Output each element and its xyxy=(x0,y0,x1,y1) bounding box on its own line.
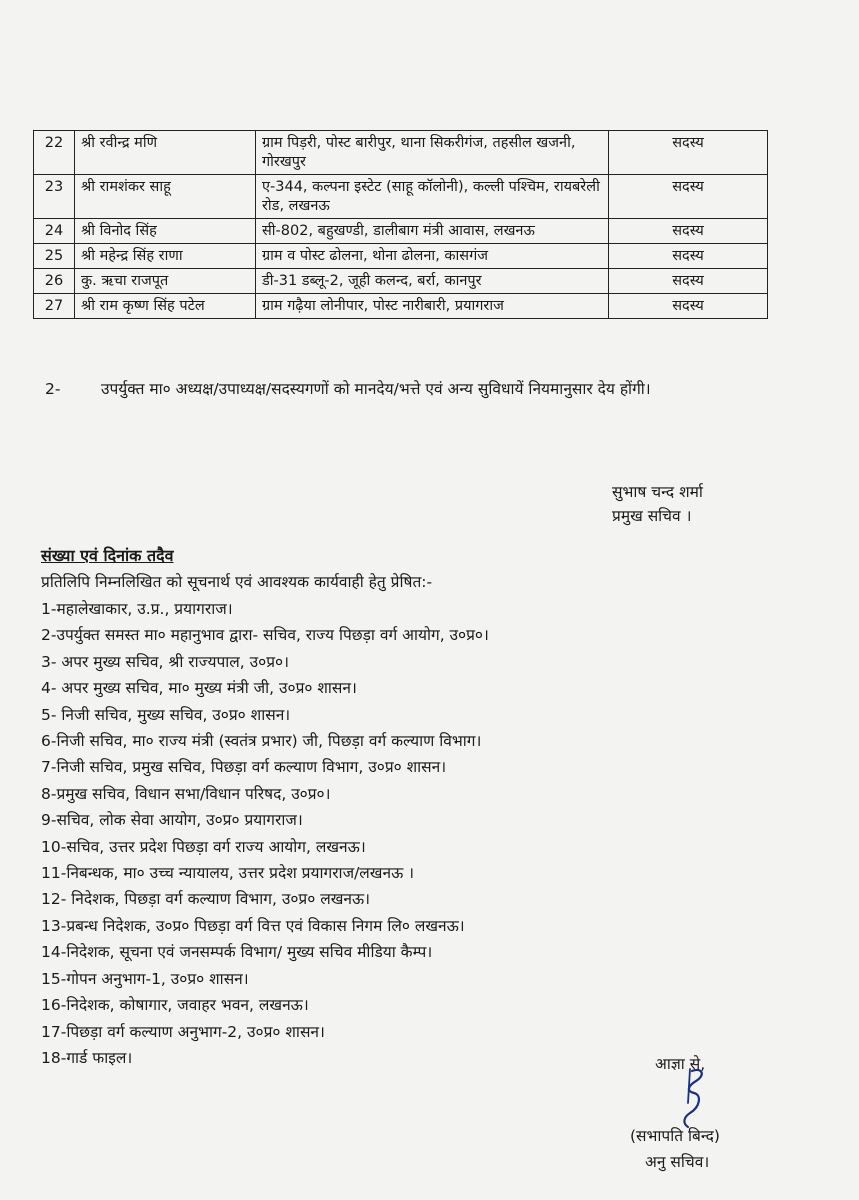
member-name: श्री विनोद सिंह xyxy=(75,219,256,244)
table-row xyxy=(34,294,768,319)
paragraph-text: उपर्युक्त मा० अध्यक्ष/उपाध्यक्ष/सदस्यगणों को मानदेय/भत्ते एवं अन्य सुविधायें नियमानुसार देय होंगी। xyxy=(101,380,651,398)
paragraph-2 xyxy=(45,376,795,402)
list-item: 11-निबन्धक, मा० उच्च न्यायालय, उत्तर प्रदेश प्रयागराज/लखनऊ । xyxy=(41,864,415,883)
list-item: 4- अपर मुख्य सचिव, मा० मुख्य मंत्री जी, उ०प्र० शासन। xyxy=(41,679,357,698)
signatory-title: प्रमुख सचिव । xyxy=(612,507,692,525)
member-address: ग्राम गढ़ैया लोनीपार, पोस्ट नारीबारी, प्रयागराज xyxy=(256,294,609,319)
member-name: श्री रवीन्द्र मणि xyxy=(75,131,256,175)
table-row xyxy=(34,175,768,219)
undersecretary-name: (सभापति बिन्द) xyxy=(630,1127,720,1145)
member-role: सदस्य xyxy=(609,269,768,294)
serial-number: 27 xyxy=(34,294,75,319)
table-row xyxy=(34,244,768,269)
list-item: 8-प्रमुख सचिव, विधान सभा/विधान परिषद, उ०प्र०। xyxy=(41,784,331,803)
member-name: श्री राम कृष्ण सिंह पटेल xyxy=(75,294,256,319)
table-row xyxy=(34,219,768,244)
members-table xyxy=(33,130,768,319)
table-row xyxy=(34,269,768,294)
signatory-name: सुभाष चन्द शर्मा xyxy=(612,483,703,501)
member-role: सदस्य xyxy=(609,131,768,175)
list-item: 17-पिछड़ा वर्ग कल्याण अनुभाग-2, उ०प्र० शासन। xyxy=(41,1022,325,1041)
list-item: 5- निजी सचिव, मुख्य सचिव, उ०प्र० शासन। xyxy=(41,705,291,724)
list-item: 10-सचिव, उत्तर प्रदेश पिछड़ा वर्ग राज्य आयोग, लखनऊ। xyxy=(41,837,366,856)
signature-mark xyxy=(672,1063,712,1133)
list-item: 6-निजी सचिव, मा० राज्य मंत्री (स्वतंत्र प्रभार) जी, पिछड़ा वर्ग कल्याण विभाग। xyxy=(41,732,482,751)
list-item: 9-सचिव, लोक सेवा आयोग, उ०प्र० प्रयागराज। xyxy=(41,811,303,830)
list-item: 2-उपर्युक्त समस्त मा० महानुभाव द्वारा- सचिव, राज्य पिछड़ा वर्ग आयोग, उ०प्र०। xyxy=(41,626,489,645)
serial-number: 22 xyxy=(34,131,75,175)
list-item: 12- निदेशक, पिछड़ा वर्ग कल्याण विभाग, उ०प्र० लखनऊ। xyxy=(41,890,371,909)
serial-number: 24 xyxy=(34,219,75,244)
member-role: सदस्य xyxy=(609,175,768,219)
list-item: 14-निदेशक, सूचना एवं जनसम्पर्क विभाग/ मुख्य सचिव मीडिया कैम्प। xyxy=(41,943,433,962)
list-item: 13-प्रबन्ध निदेशक, उ०प्र० पिछड़ा वर्ग वित्त एवं विकास निगम लि० लखनऊ। xyxy=(41,916,465,935)
member-address: ग्राम व पोस्ट ढोलना, थोना ढोलना, कासगंज xyxy=(256,244,609,269)
member-address: सी-802, बहुखण्डी, डालीबाग मंत्री आवास, लखनऊ xyxy=(256,219,609,244)
copy-recipient-list xyxy=(41,596,489,1071)
signatory-block xyxy=(612,480,703,528)
member-address: डी-31 डब्लू-2, जूही कलन्द, बर्रा, कानपुर xyxy=(256,269,609,294)
serial-number: 26 xyxy=(34,269,75,294)
paragraph-number: 2- xyxy=(45,380,61,398)
member-address: ए-344, कल्पना इस्टेट (साहू कॉलोनी), कल्ली पश्चिम, रायबरेली रोड, लखनऊ xyxy=(256,175,609,219)
list-item: 16-निदेशक, कोषागार, जवाहर भवन, लखनऊ। xyxy=(41,996,309,1015)
member-role: सदस्य xyxy=(609,294,768,319)
order-note: आज्ञा से, xyxy=(655,1055,706,1073)
list-item: 1-महालेखाकार, उ.प्र., प्रयागराज। xyxy=(41,600,233,618)
member-name: कु. ऋचा राजपूत xyxy=(75,269,256,294)
undersecretary-title: अनु सचिव। xyxy=(645,1153,710,1171)
reference-heading: संख्या एवं दिनांक तदैव xyxy=(41,546,174,565)
copy-intro: प्रतिलिपि निम्नलिखित को सूचनार्थ एवं आवश्यक कार्यवाही हेतु प्रेषित:- xyxy=(41,573,433,591)
member-name: श्री महेन्द्र सिंह राणा xyxy=(75,244,256,269)
member-address: ग्राम पिड़री, पोस्ट बारीपुर, थाना सिकरीगंज, तहसील खजनी, गोरखपुर xyxy=(256,131,609,175)
list-item: 15-गोपन अनुभाग-1, उ०प्र० शासन। xyxy=(41,969,249,988)
serial-number: 25 xyxy=(34,244,75,269)
member-name: श्री रामशंकर साहू xyxy=(75,175,256,219)
list-item: 18-गार्ड फाइल। xyxy=(41,1048,133,1067)
list-item: 3- अपर मुख्य सचिव, श्री राज्यपाल, उ०प्र०। xyxy=(41,652,289,671)
table-row xyxy=(34,131,768,175)
list-item: 7-निजी सचिव, प्रमुख सचिव, पिछड़ा वर्ग कल्याण विभाग, उ०प्र० शासन। xyxy=(41,758,447,777)
serial-number: 23 xyxy=(34,175,75,219)
member-role: सदस्य xyxy=(609,244,768,269)
member-role: सदस्य xyxy=(609,219,768,244)
